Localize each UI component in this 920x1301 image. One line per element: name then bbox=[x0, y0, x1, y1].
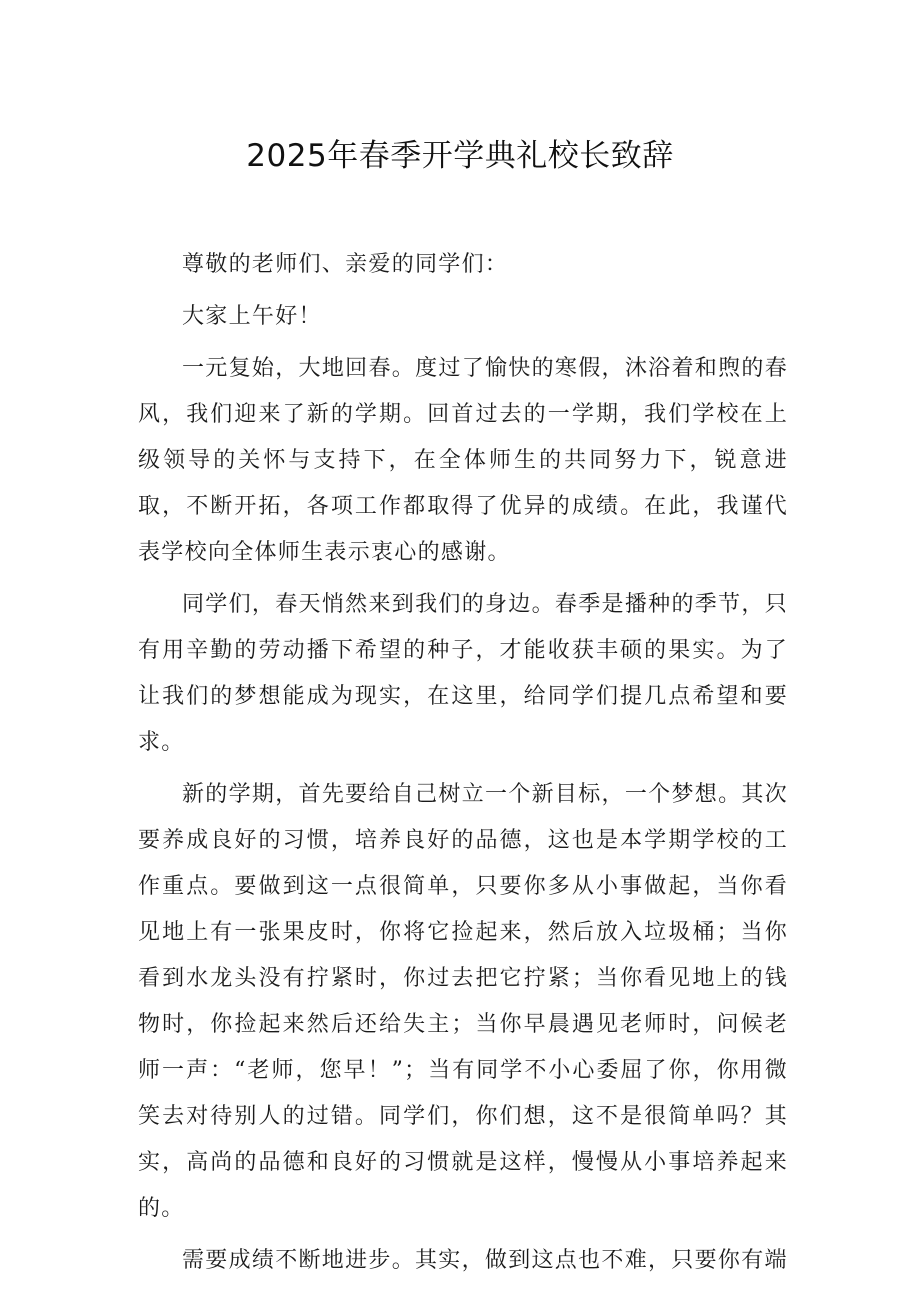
paragraph: 同学们，春天悄然来到我们的身边。春季是播种的季节，只有用辛勤的劳动播下希望的种子，才能收获丰硕的果实。为了让我们的梦想能成为现实，在这里，给同学们提几点希望和要求。 bbox=[138, 592, 788, 755]
document-title: 2025年春季开学典礼校长致辞 bbox=[246, 138, 674, 174]
greeting-line: 尊敬的老师们、亲爱的同学们： bbox=[182, 252, 509, 277]
paragraph: 新的学期，首先要给自己树立一个新目标，一个梦想。其次要养成良好的习惯，培养良好的品德，这也是本学期学校的工作重点。要做到这一点很简单，只要你多从小事做起，当你看见地上有一张果皮时，你将它捡起来，然后放入垃圾桶；当你看到水龙头没有拧紧时，你过去把它拧紧；当你看见地上的钱物时，你捡起来然后还给失主；当你早晨遇见老师时，问候老师一声：“老师，您早！”；当有同学不小心委屈了你，你用微笑去对待别人的过错。同学们，你们想，这不是很简单吗？其实，高尚的品德和良好的习惯就是这样，慢慢从小事培养起来的。 bbox=[138, 782, 788, 1221]
paragraph: 需要成绩不断地进步。其实，做到这点也不难，只要你有端 bbox=[182, 1248, 788, 1273]
paragraph: 一元复始，大地回春。度过了愉快的寒假，沐浴着和煦的春风，我们迎来了新的学期。回首过去的一学期，我们学校在上级领导的关怀与支持下，在全体师生的共同努力下，锐意进取，不断开拓，各项工作都取得了优异的成绩。在此，我谨代表学校向全体师生表示衷心的感谢。 bbox=[138, 356, 788, 565]
document-body bbox=[138, 242, 788, 1290]
salutation-line: 大家上午好！ bbox=[182, 304, 322, 329]
